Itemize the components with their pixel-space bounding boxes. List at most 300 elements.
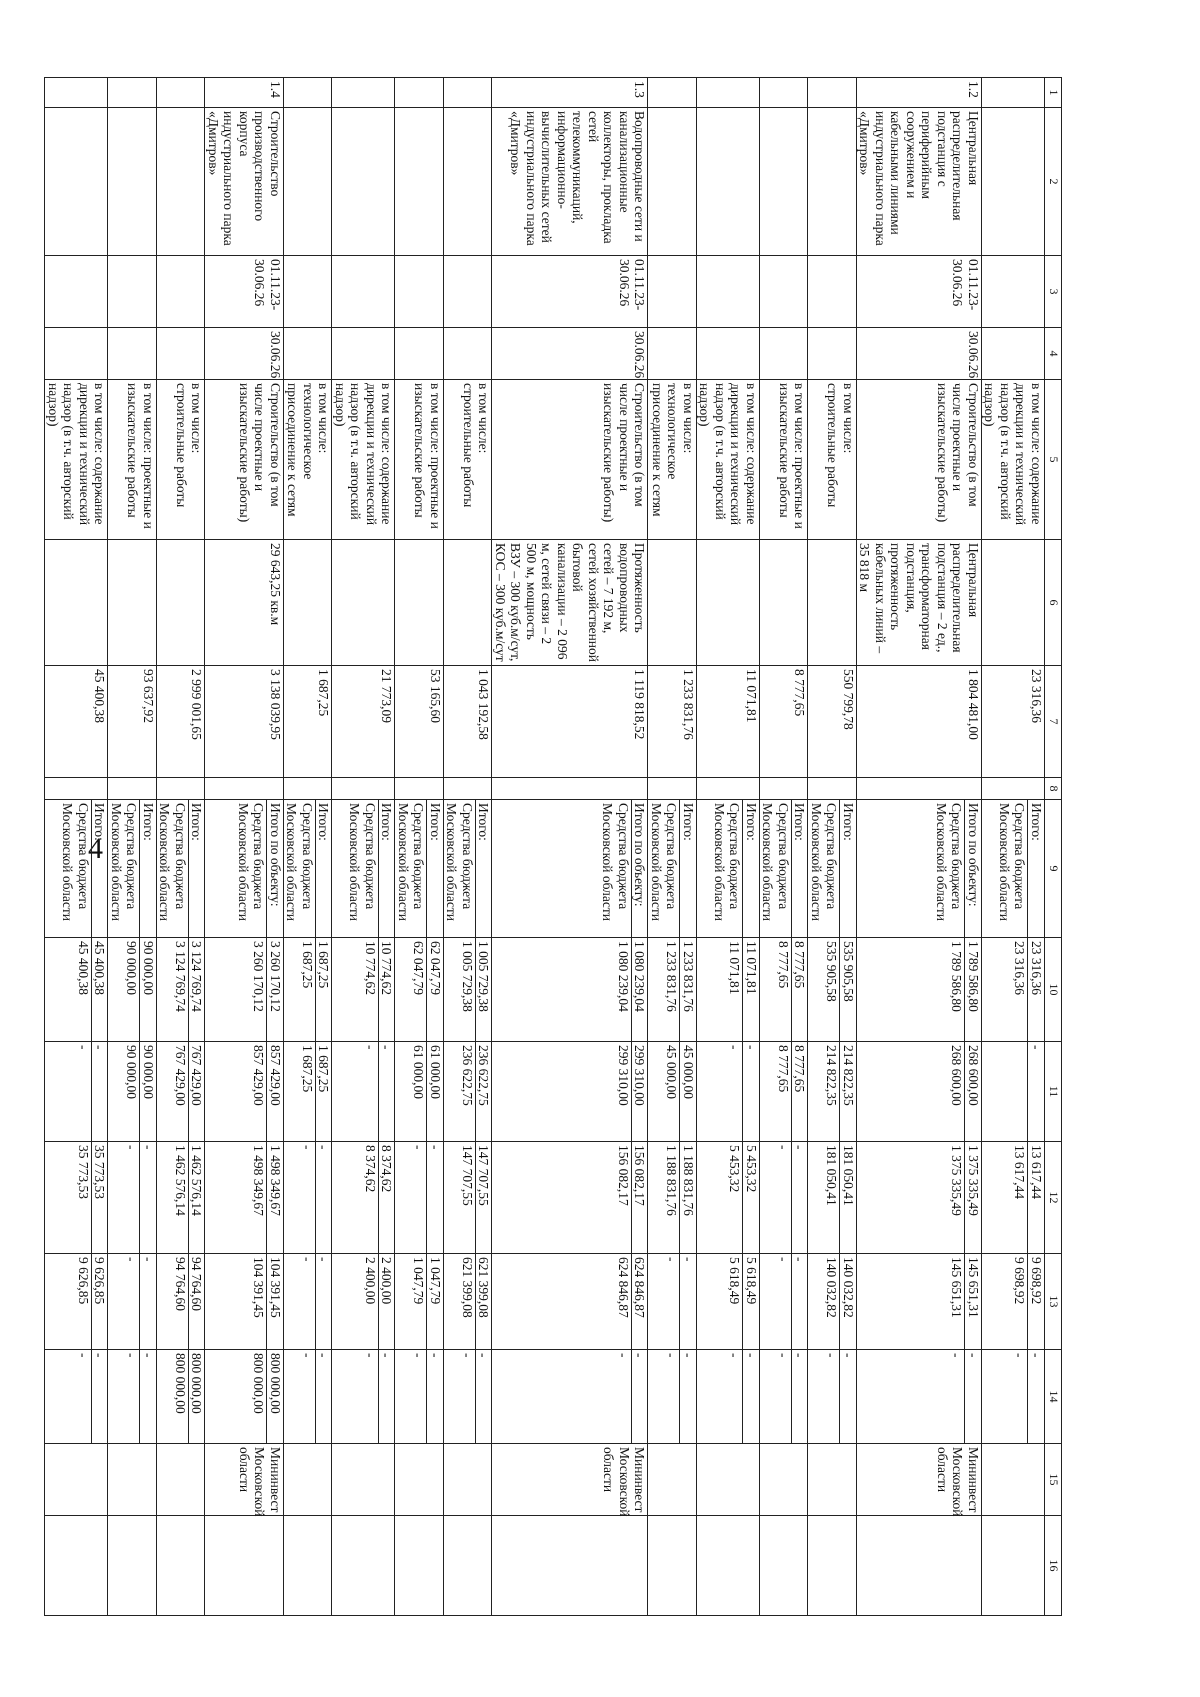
responsible-body	[982, 1444, 1045, 1516]
amount-col11	[857, 1042, 982, 1142]
amount-col12-total: -	[428, 1145, 443, 1150]
period: 01.11.23- 30.06.26	[857, 256, 982, 328]
table-row	[108, 78, 157, 1616]
amount-col12-budget: 13 617,44	[1012, 1142, 1029, 1253]
responsible-body	[648, 1444, 697, 1516]
amount-col10	[760, 938, 809, 1042]
funding-budget-label: Средства бюджета Московской области	[934, 800, 966, 937]
capacity	[284, 540, 333, 666]
column-number-8: 8	[1045, 778, 1062, 800]
amount-col11-budget: -	[727, 1042, 744, 1141]
funding-source	[648, 800, 697, 938]
amount-col14-total: -	[1029, 1353, 1044, 1358]
capacity: Протяженность водопроводных сетей – 7 192 м, сетей хозяйственной бытовой канализации – 2 096 м, сетей связи – 2 500 м, мощность ВЗУ – 300 куб.м/сут, КОС – 300 куб.м/сут	[492, 540, 648, 666]
amount-col10	[857, 938, 982, 1042]
amount-col12-total: 1 462 576,14	[189, 1145, 205, 1216]
table-row	[395, 78, 444, 1616]
amount-col11-budget: 236 622,75	[460, 1042, 477, 1141]
column-16	[395, 1516, 444, 1616]
item-number	[697, 78, 760, 108]
object-name	[697, 108, 760, 256]
item-number: 1.2	[857, 78, 982, 108]
amount-col10-budget: 1 687,25	[300, 938, 317, 1041]
column-16	[808, 1516, 857, 1616]
amount-col13-total: 2 400,00	[379, 1257, 395, 1305]
end-date: 30.06.26	[205, 328, 284, 380]
amount-col12-budget: 1 188 831,76	[664, 1142, 681, 1253]
funding-source	[760, 800, 809, 938]
responsible-body: Мининвест Московской области	[492, 1444, 648, 1516]
amount-col10	[157, 938, 206, 1042]
amount-col13-budget: 145 651,31	[949, 1254, 966, 1349]
column-number-11: 11	[1045, 1042, 1062, 1142]
amount-col11-budget: -	[76, 1042, 93, 1141]
amount-col10	[808, 938, 857, 1042]
amount-col14-budget: -	[824, 1350, 841, 1443]
amount-col12-total: -	[792, 1145, 808, 1150]
column-number-9: 9	[1045, 800, 1062, 938]
object-name	[648, 108, 697, 256]
capacity	[45, 540, 108, 666]
item-number	[45, 78, 108, 108]
amount-col11-budget: 1 687,25	[300, 1042, 317, 1141]
column-number-16: 16	[1045, 1516, 1062, 1616]
amount-col13	[857, 1254, 982, 1350]
amount-col10-budget: 1 789 586,80	[949, 938, 966, 1041]
estimated-cost: 1 043 192,58	[444, 666, 493, 778]
amount-col14-total: -	[316, 1353, 332, 1358]
amount-col11-budget: 8 777,65	[776, 1042, 793, 1141]
amount-col11	[205, 1042, 284, 1142]
amount-col12	[205, 1142, 284, 1254]
funding-budget-label: Средства бюджета Московской области	[347, 800, 379, 937]
table-row	[982, 78, 1045, 1616]
amount-col10-budget: 3 260 170,12	[251, 938, 268, 1041]
object-name	[808, 108, 857, 256]
column-number-15: 15	[1045, 1444, 1062, 1516]
amount-col12	[492, 1142, 648, 1254]
amount-col13	[982, 1254, 1045, 1350]
column-16	[697, 1516, 760, 1616]
funding-budget-label: Средства бюджета Московской области	[760, 800, 792, 937]
amount-col10-budget: 8 777,65	[776, 938, 793, 1041]
amount-col11-total: 1 687,25	[316, 1045, 332, 1093]
amount-col12	[808, 1142, 857, 1254]
capacity	[332, 540, 395, 666]
amount-col13-budget: 1 047,79	[411, 1254, 428, 1349]
amount-col12	[857, 1142, 982, 1254]
capacity: 29 643,25 кв.м	[205, 540, 284, 666]
estimated-cost: 53 165,60	[395, 666, 444, 778]
funding-source	[45, 800, 108, 938]
amount-col10-total: 1 080 239,04	[632, 941, 648, 1012]
amount-col14	[857, 1350, 982, 1444]
object-name: Строительство производственного корпуса индустриального парка «Дмитров»	[205, 108, 284, 256]
table-row	[444, 78, 493, 1616]
amount-col13	[284, 1254, 333, 1350]
object-name	[982, 108, 1045, 256]
funding-budget-label: Средства бюджета Московской области	[600, 800, 632, 937]
column-16	[857, 1516, 982, 1616]
column-number-5: 5	[1045, 380, 1062, 540]
amount-col13-budget: -	[124, 1254, 141, 1349]
amount-col12	[982, 1142, 1045, 1254]
amount-col10-total: 3 124 769,74	[189, 941, 205, 1012]
object-name	[157, 108, 206, 256]
end-date: 30.06.26	[857, 328, 982, 380]
amount-col13	[45, 1254, 108, 1350]
amount-col13	[648, 1254, 697, 1350]
amount-col12	[284, 1142, 333, 1254]
amount-col14-total: 800 000,00	[268, 1353, 283, 1414]
amount-col14-budget: -	[1012, 1350, 1029, 1443]
end-date	[108, 328, 157, 380]
document-table	[46, 77, 1062, 1615]
amount-col12-budget: 35 773,53	[76, 1142, 93, 1253]
estimated-cost: 11 071,81	[697, 666, 760, 778]
amount-col12-total: 13 617,44	[1029, 1145, 1044, 1199]
funding-source	[982, 800, 1045, 938]
amount-col12-total: 1 498 349,67	[268, 1145, 283, 1216]
funding-total-label: Итого:	[841, 803, 856, 841]
amount-col11	[760, 1042, 809, 1142]
amount-col13-budget: 94 764,60	[173, 1254, 190, 1349]
column-8	[284, 778, 333, 800]
end-date	[808, 328, 857, 380]
amount-col11-total: 8 777,65	[792, 1045, 808, 1093]
amount-col14-budget: -	[727, 1350, 744, 1443]
amount-col12	[45, 1142, 108, 1254]
amount-col11-total: -	[744, 1045, 759, 1050]
amount-col14-total: -	[141, 1353, 156, 1358]
period	[45, 256, 108, 328]
amount-col13	[697, 1254, 760, 1350]
column-number-1: 1	[1045, 78, 1062, 108]
amount-col11	[982, 1042, 1045, 1142]
amount-col12-budget: 1 462 576,14	[173, 1142, 190, 1253]
amount-col10-budget: 11 071,81	[727, 938, 744, 1041]
end-date	[760, 328, 809, 380]
funding-total-label: Итого:	[189, 803, 205, 841]
amount-col11	[648, 1042, 697, 1142]
capacity	[648, 540, 697, 666]
amount-col10	[492, 938, 648, 1042]
estimated-cost: 2 999 001,65	[157, 666, 206, 778]
estimated-cost: 1 233 831,76	[648, 666, 697, 778]
amount-col13	[205, 1254, 284, 1350]
funding-total-label: Итого:	[316, 803, 332, 841]
amount-col11-total: -	[92, 1045, 108, 1050]
amount-col13-total: -	[141, 1257, 156, 1262]
column-16	[284, 1516, 333, 1616]
amount-col12-budget: -	[776, 1142, 793, 1253]
amount-col11	[284, 1042, 333, 1142]
amount-col13-total: 140 032,82	[841, 1257, 856, 1318]
amount-col14-budget: -	[76, 1350, 93, 1443]
amount-col10-total: 8 777,65	[792, 941, 808, 989]
amount-col12-total: 35 773,53	[92, 1145, 108, 1199]
amount-col12-total: 181 050,41	[841, 1145, 856, 1206]
period	[808, 256, 857, 328]
item-number	[108, 78, 157, 108]
work-type: в том числе: проектные и изыскательские работы	[108, 380, 157, 540]
amount-col12-budget: -	[124, 1142, 141, 1253]
amount-col12-total: -	[316, 1145, 332, 1150]
end-date	[444, 328, 493, 380]
amount-col13	[444, 1254, 493, 1350]
estimated-cost: 1 119 818,52	[492, 666, 648, 778]
column-number-7: 7	[1045, 666, 1062, 778]
period: 01.11.23- 30.06.26	[492, 256, 648, 328]
amount-col14	[492, 1350, 648, 1444]
amount-col14-total: -	[379, 1353, 395, 1358]
estimated-cost: 1 804 481,00	[857, 666, 982, 778]
work-type: в том числе: технологическое присоединение к сетям	[648, 380, 697, 540]
work-type: в том числе: содержание дирекции и технический надзор (в т.ч. авторский надзор)	[697, 380, 760, 540]
column-16	[444, 1516, 493, 1616]
amount-col14-budget: 800 000,00	[173, 1350, 190, 1443]
responsible-body	[760, 1444, 809, 1516]
amount-col11-total: -	[1029, 1045, 1044, 1050]
funding-source	[444, 800, 493, 938]
amount-col12-total: 5 453,32	[744, 1145, 759, 1193]
amount-col10-total: 1 233 831,76	[681, 941, 696, 1012]
amount-col11-total: 268 600,00	[966, 1045, 981, 1106]
amount-col12	[395, 1142, 444, 1254]
column-number-row	[1045, 78, 1062, 1616]
amount-col14-total: -	[841, 1353, 856, 1358]
estimated-cost: 550 799,78	[808, 666, 857, 778]
object-name: Центральная распределительная подстанция с периферийным сооружением и кабельными линиями индустриального парка «Дмитров»	[857, 108, 982, 256]
column-8	[982, 778, 1045, 800]
work-type: Строительство (в том числе проектные и изыскательские работы)	[205, 380, 284, 540]
amount-col11-budget: 857 429,00	[251, 1042, 268, 1141]
table-row	[492, 78, 648, 1616]
amount-col12-budget: 1 498 349,67	[251, 1142, 268, 1253]
estimated-cost: 45 400,38	[45, 666, 108, 778]
period: 01.11.23- 30.06.26	[205, 256, 284, 328]
table-row	[45, 78, 108, 1616]
amount-col13	[395, 1254, 444, 1350]
responsible-body	[108, 1444, 157, 1516]
column-16	[492, 1516, 648, 1616]
amount-col14	[760, 1350, 809, 1444]
estimated-cost: 23 316,36	[982, 666, 1045, 778]
amount-col13-budget: -	[776, 1254, 793, 1349]
amount-col11	[395, 1042, 444, 1142]
estimated-cost: 21 773,09	[332, 666, 395, 778]
amount-col13-total: 621 399,08	[476, 1257, 492, 1318]
amount-col14	[205, 1350, 284, 1444]
capacity	[444, 540, 493, 666]
amount-col12-budget: 156 082,17	[616, 1142, 633, 1253]
funding-total-label: Итого по объекту:	[268, 803, 283, 907]
work-type: в том числе: содержание дирекции и технический надзор (в т.ч. авторский надзор)	[982, 380, 1045, 540]
object-name	[444, 108, 493, 256]
amount-col12-total: 156 082,17	[632, 1145, 648, 1206]
item-number	[395, 78, 444, 108]
column-16	[45, 1516, 108, 1616]
amount-col14-total: -	[476, 1353, 492, 1358]
funding-budget-label: Средства бюджета Московской области	[649, 800, 681, 937]
funding-source	[108, 800, 157, 938]
amount-col14-total: -	[744, 1353, 759, 1358]
amount-col10-budget: 23 316,36	[1012, 938, 1029, 1041]
responsible-body	[697, 1444, 760, 1516]
amount-col14-budget: 800 000,00	[251, 1350, 268, 1443]
responsible-body	[332, 1444, 395, 1516]
amount-col11-total: 299 310,00	[632, 1045, 648, 1106]
object-name: Водопроводные сети и канализационные коллекторы, прокладка сетей телекоммуникаций, информационно-вычислительных сетей индустриального парка «Дмитров»	[492, 108, 648, 256]
work-type: в том числе: проектные и изыскательские работы	[760, 380, 809, 540]
column-8	[857, 778, 982, 800]
amount-col13-total: -	[681, 1257, 696, 1262]
amount-col10-budget: 535 905,58	[824, 938, 841, 1041]
amount-col13-budget: 104 391,45	[251, 1254, 268, 1349]
amount-col13-budget: 5 618,49	[727, 1254, 744, 1349]
period	[760, 256, 809, 328]
item-number	[157, 78, 206, 108]
end-date	[395, 328, 444, 380]
amount-col13	[108, 1254, 157, 1350]
amount-col12-budget: 1 375 335,49	[949, 1142, 966, 1253]
capacity	[760, 540, 809, 666]
column-8	[492, 778, 648, 800]
end-date	[284, 328, 333, 380]
item-number	[648, 78, 697, 108]
amount-col14-total: -	[966, 1353, 981, 1358]
amount-col11	[808, 1042, 857, 1142]
amount-col12	[648, 1142, 697, 1254]
column-number-10: 10	[1045, 938, 1062, 1042]
amount-col11-total: 45 000,00	[681, 1045, 696, 1099]
funding-source	[395, 800, 444, 938]
table-row	[284, 78, 333, 1616]
amount-col10-total: 11 071,81	[744, 941, 759, 995]
amount-col10-total: 1 005 729,38	[476, 941, 492, 1012]
amount-col12	[444, 1142, 493, 1254]
funding-source	[284, 800, 333, 938]
amount-col10-total: 10 774,62	[379, 941, 395, 995]
amount-col11-budget: 45 000,00	[664, 1042, 681, 1141]
amount-col14	[157, 1350, 206, 1444]
capacity	[157, 540, 206, 666]
column-16	[332, 1516, 395, 1616]
capacity: Центральная распределительная подстанция – 2 ед., трансформаторная подстанция, протяженность кабельных линий – 35 818 м	[857, 540, 982, 666]
amount-col11	[108, 1042, 157, 1142]
amount-col12-total: 147 707,55	[476, 1145, 492, 1206]
amount-col10-budget: 3 124 769,74	[173, 938, 190, 1041]
work-type: в том числе: строительные работы	[444, 380, 493, 540]
amount-col13	[492, 1254, 648, 1350]
funding-source	[492, 800, 648, 938]
amount-col14-total: -	[632, 1353, 648, 1358]
amount-col13-total: 94 764,60	[189, 1257, 205, 1311]
column-8	[760, 778, 809, 800]
amount-col14	[395, 1350, 444, 1444]
amount-col14	[982, 1350, 1045, 1444]
responsible-body	[395, 1444, 444, 1516]
capacity	[808, 540, 857, 666]
amount-col13-budget: -	[300, 1254, 317, 1349]
funding-total-label: Итого:	[428, 803, 443, 841]
capacity	[982, 540, 1045, 666]
funding-total-label: Итого:	[141, 803, 156, 841]
capacity	[108, 540, 157, 666]
column-number-14: 14	[1045, 1350, 1062, 1444]
item-number	[760, 78, 809, 108]
amount-col12	[157, 1142, 206, 1254]
end-date	[648, 328, 697, 380]
column-8	[697, 778, 760, 800]
table-row	[808, 78, 857, 1616]
amount-col11-total: 857 429,00	[268, 1045, 283, 1106]
estimated-cost: 1 687,25	[284, 666, 333, 778]
item-number: 1.3	[492, 78, 648, 108]
item-number	[982, 78, 1045, 108]
work-type: Строительство (в том числе проектные и изыскательские работы)	[857, 380, 982, 540]
capacity	[395, 540, 444, 666]
funding-source	[808, 800, 857, 938]
amount-col11-total: 236 622,75	[476, 1045, 492, 1106]
period	[648, 256, 697, 328]
funding-budget-label: Средства бюджета Московской области	[809, 800, 841, 937]
table-row	[157, 78, 206, 1616]
amount-col14-total: -	[92, 1353, 108, 1358]
period	[697, 256, 760, 328]
column-8	[444, 778, 493, 800]
table-row	[205, 78, 284, 1616]
amount-col10	[205, 938, 284, 1042]
column-number-13: 13	[1045, 1254, 1062, 1350]
item-number	[808, 78, 857, 108]
end-date: 30.06.26	[492, 328, 648, 380]
amount-col13-total: 624 846,87	[632, 1257, 648, 1318]
amount-col11-budget: -	[363, 1042, 380, 1141]
amount-col11-budget: 268 600,00	[949, 1042, 966, 1141]
period	[982, 256, 1045, 328]
amount-col13-total: 9 698,92	[1029, 1257, 1044, 1305]
item-number	[444, 78, 493, 108]
funding-budget-label: Средства бюджета Московской области	[109, 800, 141, 937]
amount-col12-budget: -	[300, 1142, 317, 1253]
funding-total-label: Итого:	[476, 803, 492, 841]
amount-col10	[982, 938, 1045, 1042]
funding-budget-label: Средства бюджета Московской области	[396, 800, 428, 937]
end-date	[982, 328, 1045, 380]
amount-col10-budget: 1 005 729,38	[460, 938, 477, 1041]
amount-col11-total: -	[379, 1045, 395, 1050]
amount-col10	[284, 938, 333, 1042]
responsible-body	[444, 1444, 493, 1516]
amount-col10-total: 535 905,58	[841, 941, 856, 1002]
amount-col10	[108, 938, 157, 1042]
estimated-cost: 3 138 039,95	[205, 666, 284, 778]
funding-budget-label: Средства бюджета Московской области	[236, 800, 268, 937]
funding-budget-label: Средства бюджета Московской области	[157, 800, 189, 937]
amount-col10-total: 3 260 170,12	[268, 941, 283, 1012]
amount-col10-budget: 45 400,38	[76, 938, 93, 1041]
work-type: в том числе: строительные работы	[808, 380, 857, 540]
work-type: в том числе: технологическое присоединение к сетям	[284, 380, 333, 540]
amount-col14	[648, 1350, 697, 1444]
column-16	[157, 1516, 206, 1616]
table-row	[760, 78, 809, 1616]
funding-source	[205, 800, 284, 938]
column-16	[982, 1516, 1045, 1616]
amount-col10-budget: 1 080 239,04	[616, 938, 633, 1041]
funding-budget-label: Средства бюджета Московской области	[997, 800, 1029, 937]
